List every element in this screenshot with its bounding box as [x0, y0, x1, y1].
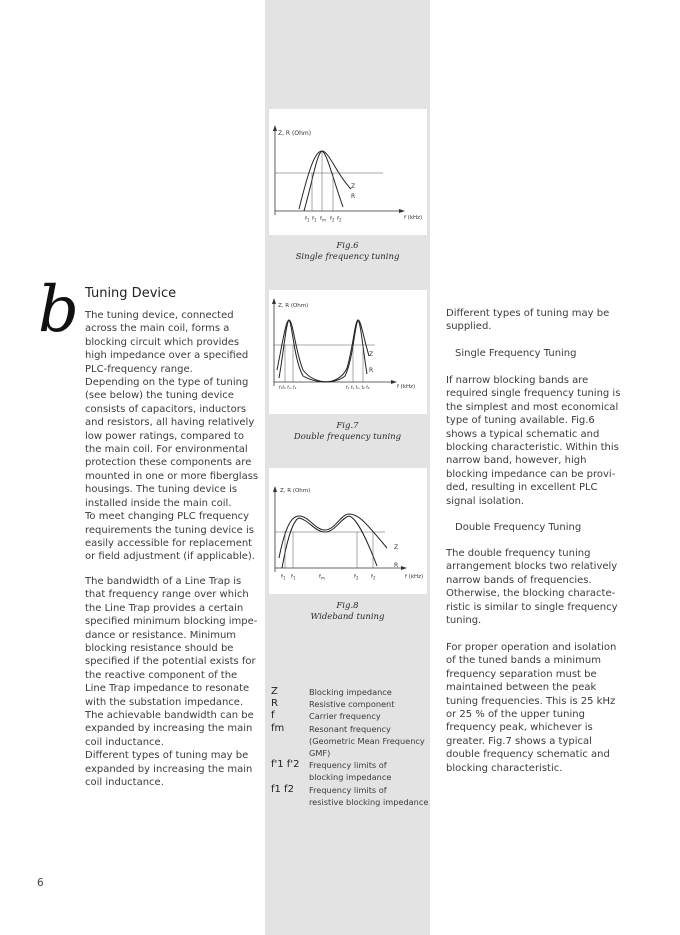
- isolation-text: For proper operation and isolation of the tuned bands a minimum frequency separation must be maintained between the peak tuning frequencies. This is 25 kHz or 25 % of the upper tuning frequency peak, whichever is greater. Fig.7 shows a typical double frequency schematic and blocking characteristic.: [446, 642, 617, 774]
- left-paragraph-1: The tuning device, connected across the main coil, forms a blocking circuit which provides high impedance over a specified PLC-frequency range. Depending on the type of tuning (see below) the tuning device consists of capacitors, inductors and resistors, all having relatively low power ratings, compared to the main coil. For environmental protection these components are mounted in one or more fiberglass housings. The tuning device is installed inside the main coil. To meet changing PLC frequency requirements the tuning device is easily accessible for replacement or field adjustment (if applicable).: [85, 310, 259, 563]
- legend-desc: Frequency limits of resistive blocking impedance: [309, 784, 429, 807]
- legend-row: [271, 710, 431, 722]
- fig6-x-label: f (kHz): [404, 215, 423, 221]
- legend-symbol: fm: [271, 722, 285, 734]
- fig8-plot: [269, 468, 427, 594]
- legend-symbol: Z: [271, 686, 278, 697]
- legend-desc: Blocking impedance: [309, 687, 392, 697]
- fig8-y-label: Z, R (Ohm): [280, 488, 311, 494]
- fig6-tick: $f_2$: [337, 216, 342, 223]
- fig6-number: Fig.6: [336, 241, 359, 251]
- fig8-number: Fig.8: [336, 601, 359, 611]
- fig6-r-label: R: [351, 193, 356, 200]
- fig8-tick: $f_m$: [319, 574, 325, 581]
- double-tuning-text: The double frequency tuning arrangement blocks two relatively narrow bands of frequencies. Otherwise, the blocking characte- ristic is similar to single frequency tuning.: [446, 548, 618, 627]
- fig8-r-label: R: [394, 562, 399, 569]
- fig8-caption: [265, 601, 430, 623]
- legend-row: [271, 759, 431, 783]
- fig8-title: Wideband tuning: [310, 612, 385, 622]
- fig8-tick: $f_2$: [371, 574, 376, 581]
- legend-desc: Resistive component: [309, 699, 395, 710]
- legend-symbol: R: [271, 698, 278, 710]
- fig6-tick: $f_m$: [320, 216, 326, 223]
- fig7-x-label: f (kHz): [397, 384, 416, 390]
- fig7-plot: [269, 290, 427, 414]
- single-tuning-text: If narrow blocking bands are required single frequency tuning is the simplest and most economical type of tuning available. Fig.6 shows a typical schematic and blocking characteristic. Within this narrow band, however, high blocking impedance can be provi- ded, resulting in excellent PLC signal isolation.: [446, 375, 621, 507]
- left-paragraph-2: The bandwidth of a Line Trap is that frequency range over which the Line Trap provides a certain specified minimum blocking impe- dance or resistance. Minimum blocking resistance should be specified if the potential exists for the reactive component of the Line Trap impedance to resonate with the substation impedance. The achievable bandwidth can be expanded by increasing the main coil inductance. Different types of tuning may be expanded by increasing the main coil inductance.: [85, 576, 258, 789]
- double-tuning-heading: Double Frequency Tuning: [455, 522, 582, 533]
- fig7-number: Fig.7: [336, 421, 359, 431]
- legend-symbol: f1 f2: [271, 783, 294, 795]
- fig6-tick: $f_1$: [305, 216, 310, 223]
- fig7-ticks-right: f₁ f₁ fₘ f₂ f₂: [346, 386, 370, 391]
- section-title: Tuning Device: [85, 286, 177, 301]
- fig6-tick: $f_2$: [330, 216, 335, 223]
- fig7-r-curve: [279, 320, 367, 382]
- fig6-caption: [265, 241, 430, 263]
- legend-row: [271, 723, 431, 760]
- legend-symbol: f'1 f'2: [271, 759, 300, 771]
- fig8-tick: $f_2$: [354, 574, 359, 581]
- fig8-z-label: Z: [394, 544, 399, 551]
- fig6-r-curve: [304, 151, 343, 211]
- fig6-title: Single frequency tuning: [295, 252, 400, 262]
- fig6-tick: $f_1$: [312, 216, 317, 223]
- symbol-legend: [271, 686, 431, 808]
- fig6-plot: [269, 109, 427, 235]
- fig7-z-label: Z: [369, 351, 374, 358]
- legend-desc: Resonant frequency (Geometric Mean Frequency GMF): [309, 723, 425, 759]
- section-letter: b: [38, 273, 79, 347]
- legend-symbol: f: [271, 710, 275, 722]
- page-number: 6: [37, 877, 44, 889]
- fig7-caption: [265, 421, 430, 443]
- fig7-r-label: R: [369, 367, 374, 374]
- right-intro: Different types of tuning may be supplied.: [446, 308, 610, 333]
- legend-row: [271, 686, 431, 698]
- fig8-tick: $f_1$: [281, 574, 286, 581]
- legend-desc: Frequency limits of blocking impedance: [309, 760, 392, 783]
- fig8-tick: $f_1$: [291, 574, 296, 581]
- fig6-z-label: Z: [351, 183, 356, 190]
- fig6-y-label: Z, R (Ohm): [278, 130, 312, 137]
- fig8-x-label: f (kHz): [405, 574, 424, 580]
- fig7-ticks-left: f₁f₁ fₘ f₂: [279, 386, 297, 391]
- fig8-r-curve: [282, 516, 377, 568]
- single-tuning-heading: Single Frequency Tuning: [455, 348, 577, 359]
- fig7-title: Double frequency tuning: [293, 432, 402, 442]
- legend-row: [271, 784, 431, 808]
- legend-row: [271, 698, 431, 710]
- fig7-y-label: Z, R (Ohm): [278, 303, 309, 309]
- legend-desc: Carrier frequency: [309, 711, 381, 722]
